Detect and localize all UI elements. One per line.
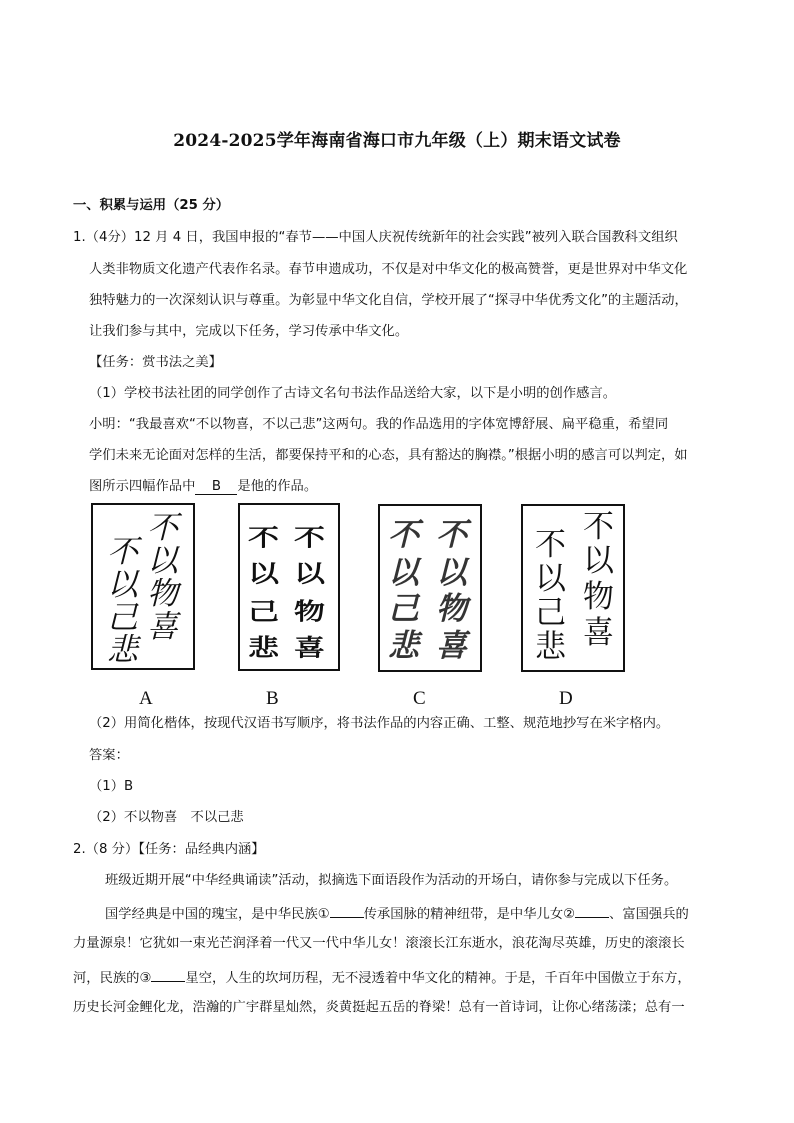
calligraphy-char: 己 — [248, 598, 279, 626]
q2-text: 河，民族的③ — [73, 971, 152, 986]
xiaoming-line-2: 学们未来无论面对怎样的生活，都要保持平和的心态，具有豁达的胸襟。”根据小明的感言可以判定，如 — [89, 448, 688, 463]
q2-text: 星空，人生的坎坷历程，无不浸透着中华文化的精神。于是，千百年中国傲立于东方， — [185, 971, 691, 986]
calligraphy-char: 不 — [535, 527, 566, 563]
work-label-b: B — [266, 688, 279, 709]
calligraphy-char: 物 — [294, 598, 325, 626]
calligraphy-char: 不 — [147, 510, 178, 546]
calligraphy-char: 以 — [388, 555, 419, 591]
calligraphy-char: 不 — [107, 534, 138, 570]
q1-line-2: 人类非物质文化遗产代表作名录。春节申遗成功，不仅是对中华文化的极高赞誉，更是世界对中华文化 — [89, 262, 688, 277]
q1-line-3: 独特魅力的一次深刻认识与尊重。为彰显中华文化自信，学校开展了“探寻中华优秀文化”的主题活动， — [89, 293, 688, 308]
blank-1 — [330, 902, 364, 918]
xiaoming-line-1: 小明：“我最喜欢“不以物喜，不以己悲”这两句。我的作品选用的字体宽博舒展、扁平稳重，希望同 — [89, 417, 669, 432]
task-heading: 【任务：赏书法之美】 — [89, 355, 222, 370]
calligraphy-char: 悲 — [535, 629, 566, 665]
answer-label: 答案： — [89, 748, 129, 763]
calligraphy-char: 喜 — [583, 615, 614, 651]
work-label-c: C — [413, 688, 426, 709]
calligraphy-char: 以 — [294, 560, 325, 588]
blank-3 — [151, 966, 185, 982]
answer-1: （1）B — [89, 779, 134, 794]
q2-text: 传承国脉的精神纽带，是中华儿女② — [363, 907, 576, 922]
calligraphy-char: 己 — [107, 600, 138, 636]
sub-question-1: （1）学校书法社团的同学创作了古诗文名句书法作品送给大家，以下是小明的创作感言。 — [89, 386, 617, 401]
calligraphy-char: 物 — [583, 579, 614, 615]
calligraphy-work-d — [521, 504, 625, 672]
calligraphy-char: 喜 — [294, 634, 325, 662]
calligraphy-char: 不 — [583, 509, 614, 545]
calligraphy-char: 物 — [147, 576, 178, 612]
calligraphy-char: 物 — [436, 591, 467, 627]
xiaoming-line-3-before: 图所示四幅作品中 — [89, 479, 196, 494]
calligraphy-char: 喜 — [436, 628, 467, 664]
calligraphy-char: 己 — [535, 595, 566, 631]
answer-blank: B — [195, 479, 237, 495]
q2-text: 国学经典是中国的瑰宝，是中华民族① — [105, 907, 330, 922]
calligraphy-char: 己 — [388, 591, 419, 627]
q1-line-4: 让我们参与其中，完成以下任务，学习传承中华文化。 — [89, 324, 409, 339]
calligraphy-char: 悲 — [388, 628, 419, 664]
blank-2 — [575, 902, 609, 918]
q2-para-2-line-4: 历史长河金鲤化龙，浩瀚的广宇群星灿然，炎黄挺起五岳的脊梁！总有一首诗词，让你心绪荡漾；总有一 — [73, 1000, 685, 1015]
q1-line-1: 1.（4分）12 月 4 日，我国申报的“春节——中国人庆祝传统新年的社会实践”被列入联合国教科文组织 — [73, 230, 678, 245]
q2-para-2-line-3 — [73, 966, 691, 989]
answer-2: （2）不以物喜 不以己悲 — [89, 810, 244, 825]
section-heading: 一、积累与运用（25 分） — [73, 198, 230, 213]
xiaoming-line-3-after: 是他的作品。 — [237, 479, 318, 494]
q2-para-2-line-1 — [105, 902, 689, 925]
calligraphy-char: 以 — [583, 543, 614, 579]
calligraphy-char: 不 — [248, 524, 279, 552]
calligraphy-char: 以 — [147, 543, 178, 579]
calligraphy-char: 不 — [436, 517, 467, 553]
calligraphy-char: 以 — [535, 561, 566, 597]
q2-para-2-line-2: 力量源泉！它犹如一束光芒润泽着一代又一代中华儿女！滚滚长江东逝水，浪花淘尽英雄，历史的滚滚长 — [73, 936, 685, 951]
calligraphy-work-b — [238, 503, 340, 671]
calligraphy-char: 以 — [107, 567, 138, 603]
calligraphy-char: 不 — [294, 524, 325, 552]
sub-question-2: （2）用简化楷体，按现代汉语书写顺序，将书法作品的内容正确、工整、规范地抄写在米字格内。 — [89, 716, 670, 731]
calligraphy-char: 悲 — [107, 632, 138, 668]
calligraphy-char: 悲 — [248, 634, 279, 662]
q2-heading: 2.（8 分）【任务：品经典内涵】 — [73, 842, 265, 857]
xiaoming-line-3 — [89, 477, 317, 497]
page-title: 2024-2025学年海南省海口市九年级（上）期末语文试卷 — [173, 131, 621, 151]
work-label-a: A — [139, 688, 153, 709]
calligraphy-work-c — [378, 504, 482, 672]
calligraphy-char: 喜 — [147, 609, 178, 645]
q2-text: 、富国强兵的 — [609, 907, 689, 922]
calligraphy-char: 以 — [436, 555, 467, 591]
calligraphy-work-a — [91, 503, 195, 670]
calligraphy-char: 以 — [248, 560, 279, 588]
work-label-d: D — [559, 688, 573, 709]
calligraphy-char: 不 — [388, 517, 419, 553]
q2-para-1: 班级近期开展“中华经典诵读”活动，拟摘选下面语段作为活动的开场白，请你参与完成以下任务。 — [105, 873, 678, 888]
